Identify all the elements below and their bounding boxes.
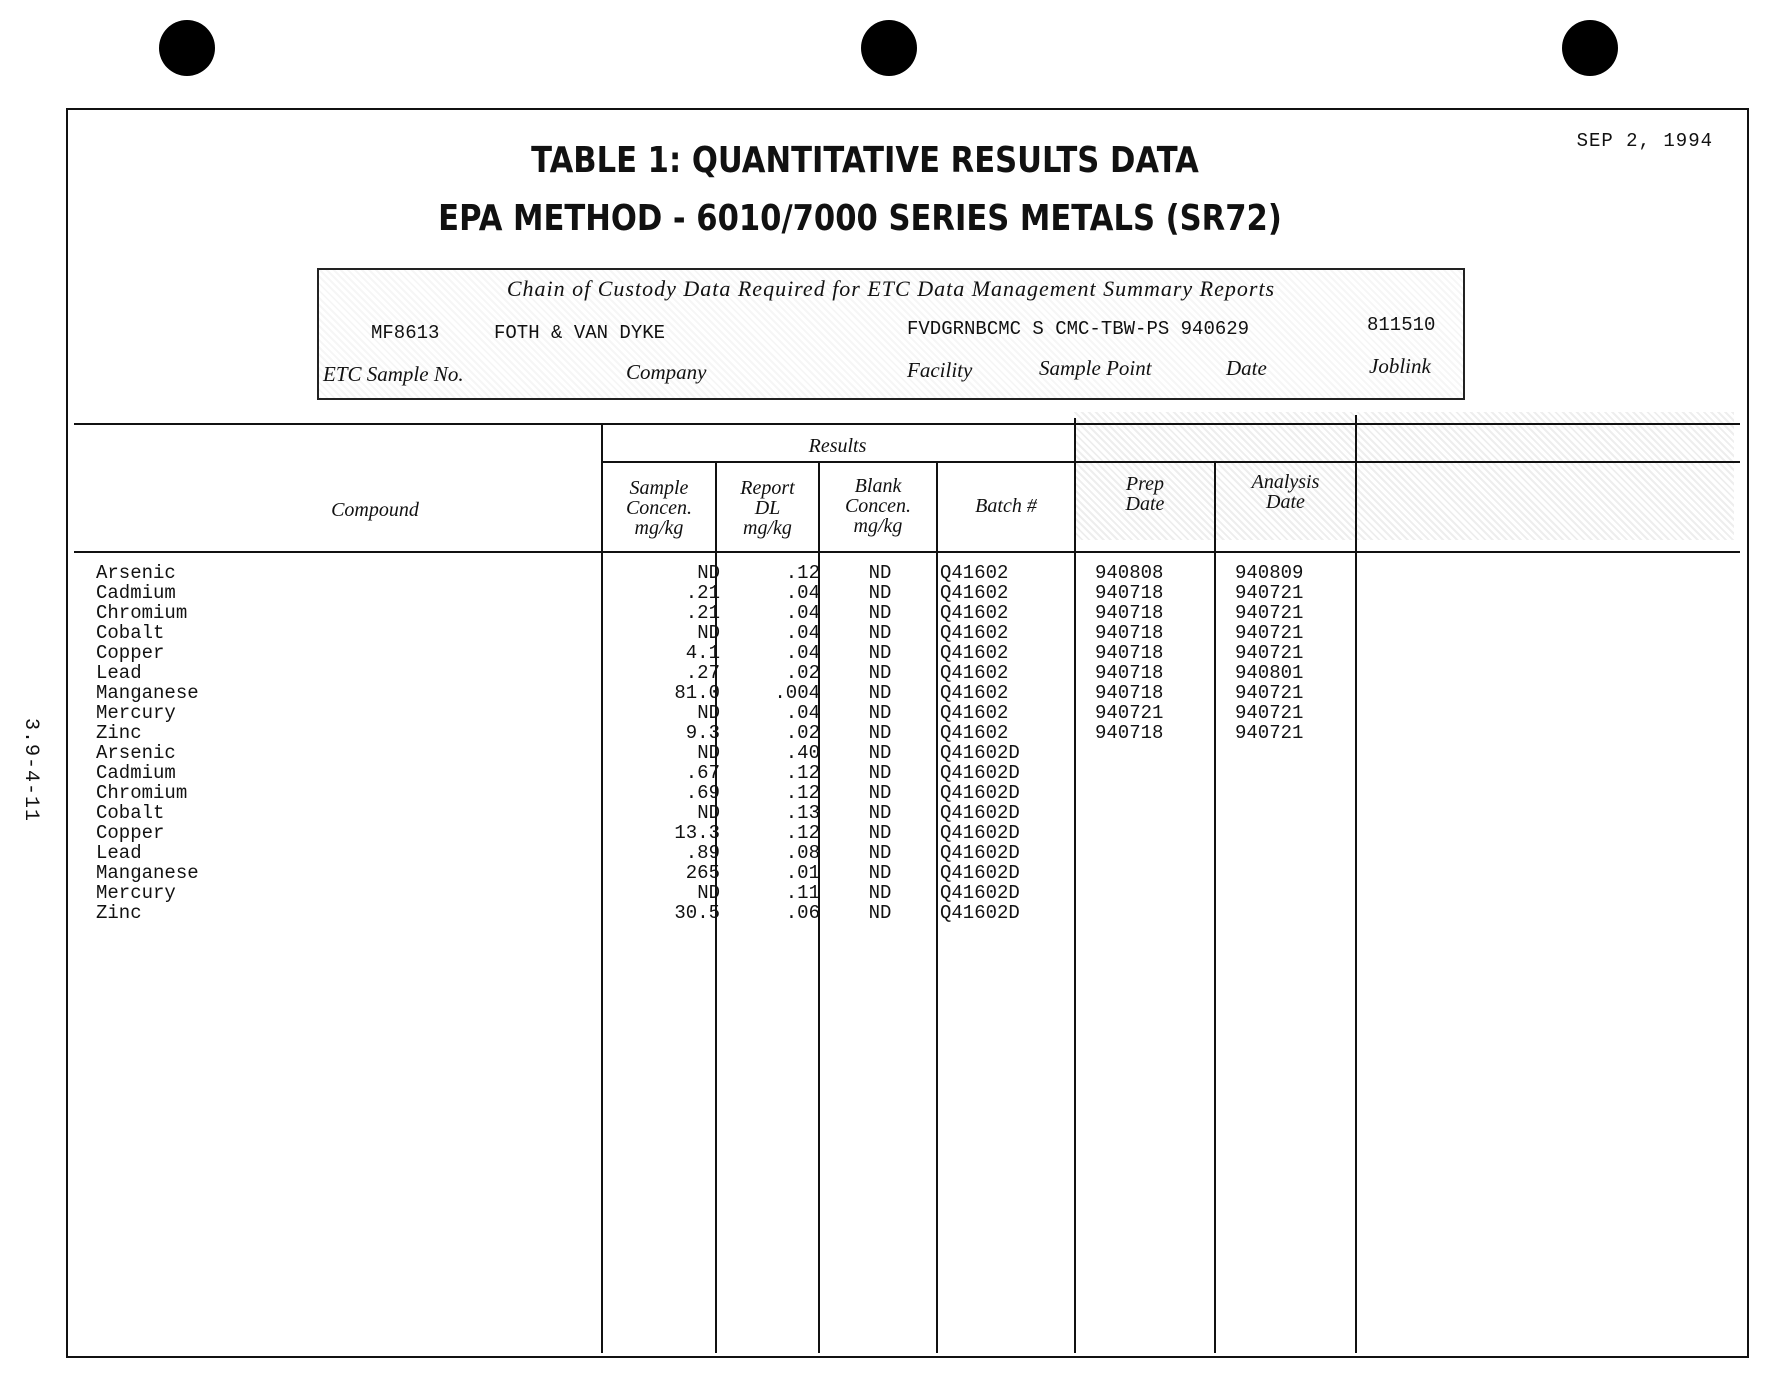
batch-cell: Q41602 bbox=[940, 702, 1009, 724]
prep-date-cell: 940718 bbox=[1095, 602, 1164, 624]
blank-concen-cell: ND bbox=[868, 722, 892, 744]
sample-concen-cell: ND bbox=[697, 562, 720, 584]
analysis-date-cell: 940809 bbox=[1235, 562, 1304, 584]
prep-date-header: Prep Date bbox=[1125, 473, 1165, 515]
analysis-date-cell: 940721 bbox=[1235, 682, 1304, 704]
sample-concen-cell: .21 bbox=[685, 602, 720, 624]
custody-heading: Chain of Custody Data Required for ETC Data Management Summary Reports bbox=[506, 276, 1276, 301]
sample-concen-cell: .21 bbox=[685, 582, 720, 604]
blank-concen-cell: ND bbox=[868, 822, 892, 844]
report-dl-cell: .12 bbox=[785, 822, 820, 844]
report-dl-cell: .04 bbox=[785, 582, 820, 604]
batch-cell: Q41602D bbox=[940, 822, 1020, 844]
batch-cell: Q41602 bbox=[940, 662, 1009, 684]
blank-concen-cell: ND bbox=[868, 562, 892, 584]
report-dl-cell: .04 bbox=[785, 642, 820, 664]
sample-concen-cell: ND bbox=[697, 802, 720, 824]
sample-concen-cell: 265 bbox=[685, 862, 720, 884]
compound-cell: Mercury bbox=[96, 882, 176, 904]
report-dl-cell: .13 bbox=[785, 802, 820, 824]
facility-label: Facility bbox=[907, 358, 973, 382]
batch-cell: Q41602D bbox=[940, 742, 1020, 764]
blank-concen-cell: ND bbox=[868, 882, 892, 904]
batch-cell: Q41602D bbox=[940, 862, 1020, 884]
header-bottom-rule bbox=[74, 551, 1740, 553]
report-date: SEP 2, 1994 bbox=[1576, 130, 1713, 152]
side-page-label: 3.9-4-11 bbox=[19, 718, 42, 823]
blank-concen-cell: ND bbox=[868, 742, 892, 764]
batch-cell: Q41602D bbox=[940, 842, 1020, 864]
compound-cell: Mercury bbox=[96, 702, 176, 724]
report-dl-cell: .12 bbox=[785, 782, 820, 804]
prep-date-cell: 940718 bbox=[1095, 582, 1164, 604]
compound-cell: Cobalt bbox=[96, 622, 165, 644]
report-dl-cell: .004 bbox=[774, 682, 820, 704]
blank-concen-cell: ND bbox=[868, 682, 892, 704]
compound-cell: Arsenic bbox=[96, 562, 176, 584]
compound-cell: Cadmium bbox=[96, 582, 176, 604]
col-divider bbox=[1355, 415, 1357, 1353]
blank-concen-header: Blank Concen. mg/kg bbox=[844, 475, 912, 537]
batch-header: Batch # bbox=[975, 495, 1037, 517]
sample-concen-cell: ND bbox=[697, 622, 720, 644]
col-divider bbox=[1214, 461, 1216, 1353]
results-group-rule bbox=[601, 461, 1740, 463]
sample-point-label: Sample Point bbox=[1039, 356, 1152, 380]
blank-concen-cell: ND bbox=[868, 642, 892, 664]
sample-concen-cell: 9.3 bbox=[685, 722, 720, 744]
sample-no-value: MF8613 bbox=[371, 322, 440, 344]
batch-cell: Q41602 bbox=[940, 582, 1009, 604]
compound-cell: Manganese bbox=[96, 862, 199, 884]
compound-cell: Chromium bbox=[96, 782, 188, 804]
report-dl-cell: .12 bbox=[785, 762, 820, 784]
sample-concen-header: Sample Concen. mg/kg bbox=[625, 477, 693, 539]
table-top-rule bbox=[74, 423, 1740, 425]
punch-hole bbox=[159, 20, 215, 76]
blank-concen-cell: ND bbox=[868, 622, 892, 644]
report-dl-cell: .08 bbox=[785, 842, 820, 864]
compound-cell: Lead bbox=[96, 662, 142, 684]
report-dl-cell: .40 bbox=[785, 742, 820, 764]
blank-concen-cell: ND bbox=[868, 602, 892, 624]
compound-cell: Chromium bbox=[96, 602, 188, 624]
analysis-date-cell: 940721 bbox=[1235, 602, 1304, 624]
batch-cell: Q41602 bbox=[940, 642, 1009, 664]
report-dl-cell: .12 bbox=[785, 562, 820, 584]
sample-concen-cell: ND bbox=[697, 742, 720, 764]
batch-cell: Q41602 bbox=[940, 562, 1009, 584]
sample-concen-cell: .89 bbox=[685, 842, 720, 864]
report-dl-cell: .06 bbox=[785, 902, 820, 924]
compound-cell: Zinc bbox=[96, 902, 142, 924]
blank-concen-cell: ND bbox=[868, 762, 892, 784]
punch-hole bbox=[861, 20, 917, 76]
batch-cell: Q41602 bbox=[940, 622, 1009, 644]
blank-concen-cell: ND bbox=[868, 842, 892, 864]
page-subtitle: EPA METHOD - 6010/7000 SERIES METALS (SR72) bbox=[438, 198, 1282, 239]
company-value: FOTH & VAN DYKE bbox=[494, 322, 666, 344]
compound-cell: Zinc bbox=[96, 722, 142, 744]
analysis-date-cell: 940721 bbox=[1235, 622, 1304, 644]
analysis-date-cell: 940801 bbox=[1235, 662, 1304, 684]
date-label: Date bbox=[1226, 356, 1267, 380]
sample-concen-cell: 4.1 bbox=[685, 642, 720, 664]
report-dl-cell: .11 bbox=[785, 882, 820, 904]
joblink-value: 811510 bbox=[1367, 314, 1436, 336]
report-dl-cell: .01 bbox=[785, 862, 820, 884]
company-label: Company bbox=[626, 360, 707, 384]
sample-no-label: ETC Sample No. bbox=[323, 362, 464, 386]
batch-cell: Q41602 bbox=[940, 682, 1009, 704]
batch-cell: Q41602 bbox=[940, 602, 1009, 624]
compound-cell: Copper bbox=[96, 642, 165, 664]
blank-concen-cell: ND bbox=[868, 902, 892, 924]
col-divider bbox=[936, 461, 938, 1353]
prep-date-cell: 940718 bbox=[1095, 682, 1164, 704]
batch-cell: Q41602D bbox=[940, 802, 1020, 824]
joblink-label: Joblink bbox=[1369, 354, 1431, 378]
blank-concen-cell: ND bbox=[868, 782, 892, 804]
sample-concen-cell: 81.0 bbox=[674, 682, 720, 704]
blank-concen-cell: ND bbox=[868, 582, 892, 604]
page-title: TABLE 1: QUANTITATIVE RESULTS DATA bbox=[531, 140, 1199, 181]
analysis-date-cell: 940721 bbox=[1235, 722, 1304, 744]
prep-date-cell: 940721 bbox=[1095, 702, 1164, 724]
compound-cell: Arsenic bbox=[96, 742, 176, 764]
sample-concen-cell: .27 bbox=[685, 662, 720, 684]
batch-cell: Q41602D bbox=[940, 762, 1020, 784]
sample-concen-cell: .69 bbox=[685, 782, 720, 804]
punch-hole bbox=[1562, 20, 1618, 76]
report-dl-cell: .04 bbox=[785, 622, 820, 644]
compound-header: Compound bbox=[331, 499, 419, 521]
batch-cell: Q41602 bbox=[940, 722, 1009, 744]
chain-of-custody-box bbox=[317, 268, 1465, 400]
batch-cell: Q41602D bbox=[940, 782, 1020, 804]
report-dl-cell: .04 bbox=[785, 602, 820, 624]
batch-cell: Q41602D bbox=[940, 882, 1020, 904]
compound-cell: Cobalt bbox=[96, 802, 165, 824]
analysis-date-cell: 940721 bbox=[1235, 582, 1304, 604]
prep-date-cell: 940718 bbox=[1095, 622, 1164, 644]
prep-date-cell: 940808 bbox=[1095, 562, 1164, 584]
report-dl-cell: .02 bbox=[785, 722, 820, 744]
report-dl-cell: .04 bbox=[785, 702, 820, 724]
sample-concen-cell: ND bbox=[697, 882, 720, 904]
analysis-date-header: Analysis Date bbox=[1251, 471, 1320, 513]
sample-concen-cell: .67 bbox=[685, 762, 720, 784]
compound-cell: Manganese bbox=[96, 682, 199, 704]
results-group-header: Results bbox=[808, 435, 867, 457]
compound-cell: Copper bbox=[96, 822, 165, 844]
sample-concen-cell: 30.5 bbox=[674, 902, 720, 924]
compound-cell: Lead bbox=[96, 842, 142, 864]
blank-concen-cell: ND bbox=[868, 862, 892, 884]
sample-concen-cell: ND bbox=[697, 702, 720, 724]
facility-value: FVDGRNBCMC S CMC-TBW-PS 940629 bbox=[907, 318, 1250, 340]
prep-date-cell: 940718 bbox=[1095, 642, 1164, 664]
prep-date-cell: 940718 bbox=[1095, 722, 1164, 744]
blank-concen-cell: ND bbox=[868, 662, 892, 684]
batch-cell: Q41602D bbox=[940, 902, 1020, 924]
analysis-date-cell: 940721 bbox=[1235, 642, 1304, 664]
report-dl-header: Report DL mg/kg bbox=[740, 477, 795, 539]
prep-date-cell: 940718 bbox=[1095, 662, 1164, 684]
blank-concen-cell: ND bbox=[868, 802, 892, 824]
blank-concen-cell: ND bbox=[868, 702, 892, 724]
sample-concen-cell: 13.3 bbox=[674, 822, 720, 844]
report-dl-cell: .02 bbox=[785, 662, 820, 684]
analysis-date-cell: 940721 bbox=[1235, 702, 1304, 724]
compound-cell: Cadmium bbox=[96, 762, 176, 784]
